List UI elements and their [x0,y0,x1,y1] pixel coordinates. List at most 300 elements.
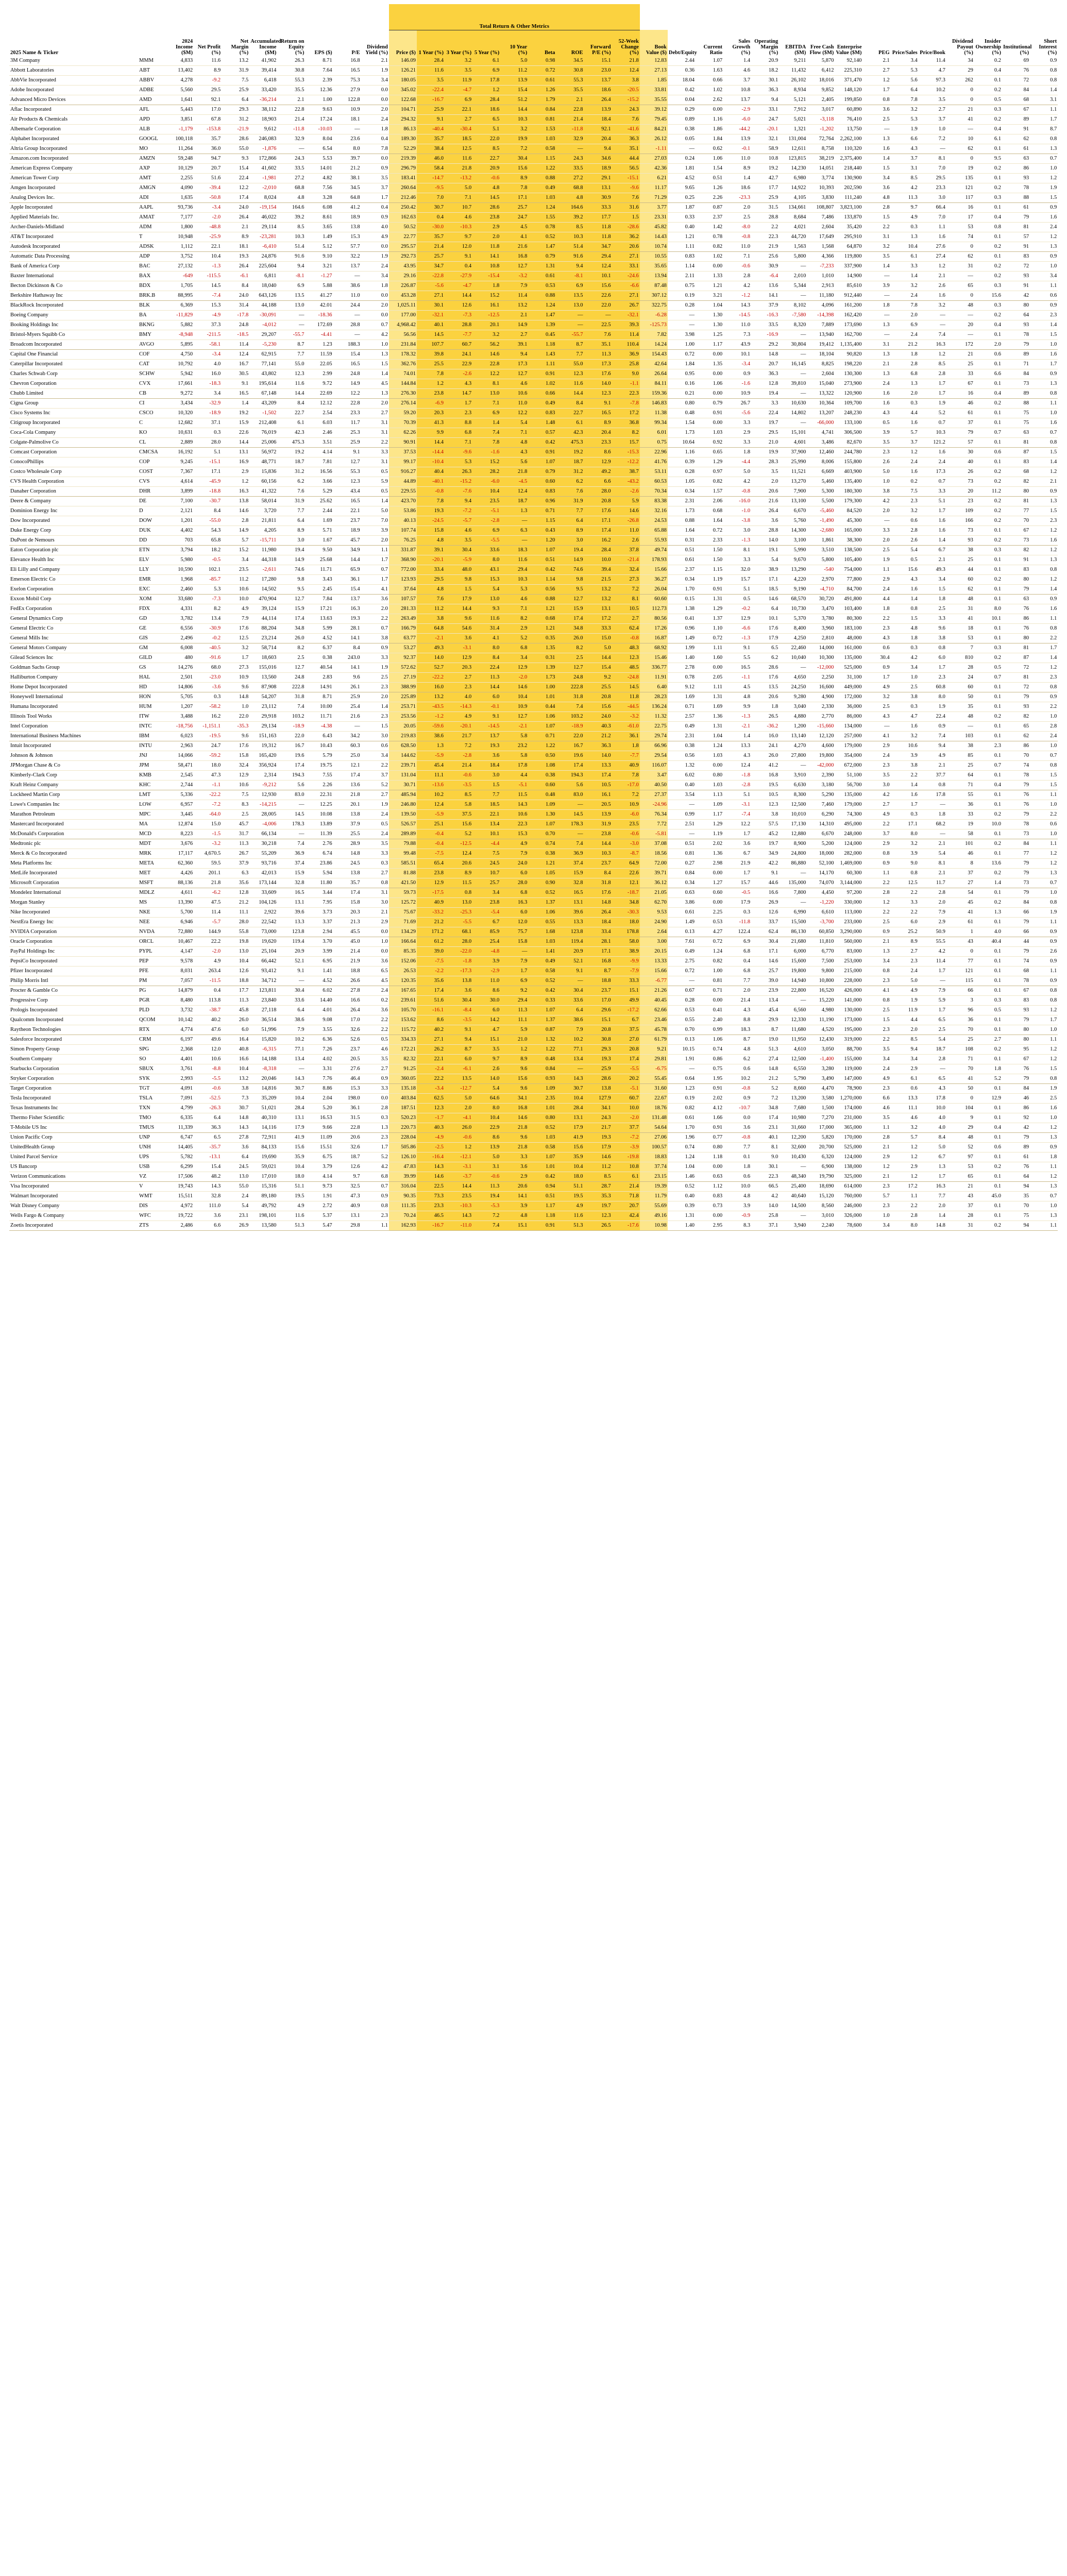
value-cell: 30.4 [500,154,528,163]
value-cell: 2.4 [361,829,389,839]
value-cell: 35.6 [222,878,249,888]
value-cell: 60,850 [807,927,835,937]
column-header[interactable]: 3 Year (%) [445,30,472,56]
value-cell: -0.8 [723,1083,751,1093]
value-cell: 0.1 [974,437,1002,447]
value-cell: 29.5 [919,173,946,183]
value-cell: -2.5 [417,1142,445,1152]
value-cell: 12.7 [500,711,528,721]
value-cell: 0.8 [445,888,472,897]
value-cell: 3.1 [361,418,389,428]
value-cell: 42.4 [612,1211,640,1221]
value-cell: 1.64 [668,526,696,535]
value-cell: 55.0 [222,144,249,154]
value-cell: 16.5 [556,888,584,897]
value-cell: 41.9 [556,1132,584,1142]
value-cell: 0.0 [361,1093,389,1103]
value-cell: -11.8 [556,124,584,134]
value-cell: 810 [946,653,974,663]
value-cell: 3.1 [472,1162,500,1172]
value-cell: 62.5 [417,1093,445,1103]
value-cell: 15,040 [807,379,835,388]
value-cell: 123.8 [277,927,305,937]
value-cell: 10.4 [500,692,528,702]
value-cell: 16.5 [277,888,305,897]
value-cell: -45.9 [194,477,222,486]
value-cell: 3.6 [500,1162,528,1172]
value-cell: 20.4 [584,134,612,144]
value-cell: -12.2 [612,457,640,467]
value-cell: 4.0 [361,222,389,232]
value-cell: 8,560 [807,1201,835,1211]
value-cell: 10,467 [166,937,194,946]
value-cell: 1.4 [222,398,249,408]
value-cell: 4.3 [891,574,919,584]
value-cell: 53 [946,222,974,232]
value-cell: 0.7 [1030,878,1058,888]
value-cell: 22.2 [194,937,222,946]
value-cell: 6.0 [891,917,919,927]
value-cell: 1.5 [1030,506,1058,516]
value-cell: 1,469,000 [835,858,862,868]
value-cell: 0.00 [696,1211,723,1221]
value-cell: 14,116 [249,1123,277,1132]
column-header[interactable]: Net Profit (%) [197,44,221,56]
value-cell: 0.6 [723,1172,751,1181]
value-cell: 80 [1002,1035,1030,1044]
value-cell: 63 [1002,154,1030,163]
value-cell: 365,000 [835,1123,862,1132]
value-cell: 9.6 [500,1132,528,1142]
value-cell: 0.62 [696,144,723,154]
value-cell: 54 [946,888,974,897]
value-cell: 1.47 [528,310,556,320]
value-cell: -7,233 [807,261,835,271]
company-name-cell: Applied Materials Inc. [9,212,138,222]
column-header[interactable]: P/E [351,49,360,56]
value-cell: 123.93 [389,574,417,584]
value-cell: 61 [1002,1152,1030,1162]
value-cell: 2.5 [891,682,919,692]
value-cell: 25.9 [333,437,361,447]
column-header[interactable]: Short Interest (%) [1039,38,1057,56]
column-header[interactable]: Dividend Payout (%) [952,38,973,56]
column-header[interactable]: Forward P/E (%) [584,30,612,56]
value-cell: 2.9 [863,574,891,584]
column-header-name[interactable]: 2025 Name & Ticker [10,49,59,56]
value-cell: 30,720 [807,594,835,604]
value-cell: 10.4 [556,1162,584,1172]
column-header[interactable]: Price ($) [389,30,417,56]
value-cell: 1.01 [528,1103,556,1113]
value-cell: 9,612 [249,124,277,134]
value-cell: 2.51 [668,819,696,829]
value-cell: 3.43 [305,574,333,584]
column-header[interactable]: EBITDA ($M) [785,44,806,56]
value-cell: 3.0 [361,731,389,741]
column-header[interactable]: Dividend Yield (%) [365,44,388,56]
column-header[interactable]: Sales Growth (%) [732,38,751,56]
value-cell: 11.71 [305,565,333,574]
value-cell: 0.5 [723,594,751,604]
value-cell: 14,900 [835,271,862,281]
value-cell: 130,300 [835,369,862,379]
value-cell: 50.9 [919,927,946,937]
value-cell: -0.8 [612,633,640,643]
value-cell: 6.1 [891,1074,919,1083]
value-cell: 19,312 [249,741,277,751]
value-cell: 7 [946,643,974,653]
column-header[interactable]: EPS ($) [314,49,332,56]
column-header[interactable]: Operating Margin (%) [754,38,778,56]
column-header[interactable]: Return on Equity (%) [280,38,304,56]
value-cell: 2.5 [863,1005,891,1015]
value-cell: 3.9 [863,281,891,291]
value-cell: 1.5 [919,584,946,594]
value-cell: 13.0 [277,300,305,310]
value-cell: 7,900 [779,486,807,496]
value-cell: 276.14 [389,398,417,408]
value-cell: 0.3 [891,702,919,711]
column-header[interactable]: Insider Ownership (%) [975,38,1001,56]
value-cell: 5,560 [166,85,194,95]
value-cell: 3.3 [723,555,751,565]
value-cell: 0.63 [696,1172,723,1181]
value-cell: 6.4 [222,95,249,105]
value-cell: 2.9 [222,467,249,477]
column-header[interactable]: 5 Year (%) [472,30,500,56]
value-cell: -55.7 [277,330,305,340]
value-cell: -66,000 [807,418,835,428]
value-cell: 0.75 [696,1064,723,1074]
column-header[interactable]: Book Value ($) [640,30,668,56]
value-cell: 31,100 [835,672,862,682]
value-cell: -0.6 [472,1172,500,1181]
value-cell: 6.8 [723,946,751,956]
value-cell: 26.4 [584,95,612,105]
value-cell: 0.05 [668,134,696,144]
value-cell: 8,934 [779,85,807,95]
column-header-ticker[interactable] [138,30,166,56]
value-cell: 18.1 [333,114,361,124]
value-cell: 1.31 [696,594,723,604]
column-header[interactable]: Accumulated Income ($M) [250,38,281,56]
value-cell: 5.0 [891,976,919,986]
value-cell: 0.9 [1030,369,1058,379]
value-cell: 1.5 [612,212,640,222]
value-cell: 51.3 [556,1221,584,1230]
value-cell: 4.4 [863,594,891,604]
value-cell: 0.49 [668,721,696,731]
company-name-cell: Stryker Corporation [9,1074,138,1083]
value-cell: 8.6 [472,986,500,995]
value-cell: 2.0 [863,535,891,545]
value-cell: 1.39 [528,663,556,672]
ticker-cell: SO [138,1054,166,1064]
column-header[interactable]: Price/Sales [892,49,918,56]
value-cell: 16.0 [417,682,445,692]
value-cell: 7.0 [919,212,946,222]
column-header[interactable]: Institutional (%) [1003,44,1032,56]
column-header[interactable]: 2024 Income ($M) [175,38,193,56]
value-cell: 59.73 [389,888,417,897]
value-cell: 25.0 [333,751,361,760]
value-cell: 3,774 [807,173,835,183]
value-cell: 0.1 [974,692,1002,702]
value-cell: 3.65 [305,222,333,232]
value-cell: 1.4 [919,535,946,545]
value-cell: 2.0 [361,604,389,614]
value-cell: 1.00 [696,966,723,976]
company-name-cell: Raytheon Technologies [9,1025,138,1035]
value-cell: 159.36 [640,388,668,398]
value-cell: -5.6 [417,281,445,291]
value-cell: 12,880 [779,829,807,839]
company-name-cell: Comcast Corporation [9,447,138,457]
value-cell: 15.1 [472,1035,500,1044]
value-cell: 14,170 [807,868,835,878]
value-cell: 11.6 [277,379,305,388]
value-cell: 5.3 [891,65,919,75]
value-cell: 28.7 [584,1181,612,1191]
value-cell: 17,130 [779,819,807,829]
table-row [9,565,1058,574]
value-cell: 10,730 [779,604,807,614]
value-cell: 0.1 [974,526,1002,535]
value-cell: 14.91 [305,682,333,692]
company-name-cell: Goldman Sachs Group [9,663,138,672]
value-cell: 19,743 [166,1181,194,1191]
value-cell: 6.7 [612,1015,640,1025]
value-cell: 12.8 [751,379,779,388]
value-cell: 15.7 [723,878,751,888]
value-cell: 127.9 [584,1093,612,1103]
column-header[interactable]: PEG [878,49,890,56]
value-cell: 6.75 [305,1152,333,1162]
value-cell: 56.5 [612,163,640,173]
value-cell: 10.9 [612,800,640,809]
company-name-cell: Eli Lilly and Company [9,565,138,574]
value-cell: -16.9 [751,330,779,340]
value-cell: 40.2 [417,1025,445,1035]
value-cell: 83 [1002,565,1030,574]
value-cell: 51.3 [751,1044,779,1054]
value-cell: 12.9 [584,457,612,467]
column-header[interactable]: Enterprise Value ($M) [836,44,862,56]
value-cell: 6,946 [166,917,194,927]
value-cell: 6,023 [166,731,194,741]
value-cell: 4.9 [500,839,528,849]
value-cell: 14,879 [166,986,194,995]
value-cell: 3.7 [723,75,751,85]
value-cell: 25.9 [417,105,445,114]
value-cell: -5.5 [612,1064,640,1074]
value-cell: 51.6 [417,995,445,1005]
value-cell: 0.9 [1030,927,1058,937]
value-cell: 34.5 [556,56,584,66]
value-cell: 0.48 [528,1054,556,1064]
value-cell: 5.4 [751,555,779,565]
value-cell: — [556,800,584,809]
column-header[interactable]: 52-Week Change (%) [612,30,640,56]
value-cell: 20 [946,486,974,496]
value-cell: 1.07 [528,545,556,555]
value-cell: 17.9 [723,897,751,907]
value-cell: 93 [1002,1005,1030,1015]
value-cell: 17.6 [584,369,612,379]
value-cell: 3.2 [891,1123,919,1132]
value-cell: 9.12 [668,682,696,692]
value-cell: 1.08 [528,760,556,770]
value-cell: 7.64 [305,65,333,75]
value-cell: 88 [1002,193,1030,202]
value-cell: 360.05 [389,1074,417,1083]
value-cell: 135,000 [779,878,807,888]
value-cell: 120.35 [389,976,417,986]
value-cell: 7.4 [556,702,584,711]
value-cell: 11.4 [222,340,249,349]
value-cell: 198.0 [333,1093,361,1103]
value-cell: 24.0 [222,202,249,212]
value-cell: 71.29 [640,193,668,202]
column-header[interactable]: ROE [556,30,584,56]
value-cell: 79 [1002,1132,1030,1142]
column-header[interactable]: 10 Year (%) [500,30,528,56]
column-header[interactable]: Current Ratio [703,44,723,56]
value-cell: 1.0 [1030,888,1058,897]
company-name-cell: Merck & Co Incorporated [9,849,138,858]
column-header[interactable]: Price/Book [920,49,945,56]
value-cell: 4.2 [863,496,891,506]
value-cell: 79 [1002,809,1030,819]
value-cell: 6.5 [751,643,779,653]
ticker-cell: BA [138,310,166,320]
value-cell: 55.3 [277,75,305,85]
value-cell: 47.3 [333,1191,361,1201]
value-cell: -7.4 [194,291,222,300]
value-cell: 0.7 [361,320,389,330]
value-cell: 144.62 [389,751,417,760]
value-cell: 15.6 [556,1142,584,1152]
ticker-cell: SCHW [138,369,166,379]
column-header[interactable]: Net Margin (%) [231,38,249,56]
value-cell: 70.34 [640,486,668,496]
value-cell: 0.84 [528,105,556,114]
value-cell: 14.9 [556,555,584,565]
value-cell: 4.8 [472,183,500,193]
value-cell: 25,990 [779,457,807,467]
value-cell: 15.7 [723,574,751,584]
value-cell: 22.67 [640,1093,668,1103]
value-cell: 6.9 [891,320,919,330]
value-cell: 1.0 [1030,163,1058,173]
value-cell: 20.2 [612,1074,640,1083]
value-cell: 30.8 [556,65,584,75]
company-name-cell: DuPont de Nemours [9,535,138,545]
value-cell: 2.72 [305,1201,333,1211]
company-name-cell: Cigna Group [9,398,138,408]
value-cell: 21.2 [222,897,249,907]
value-cell: 91 [1002,242,1030,251]
value-cell: 19,790 [807,1172,835,1181]
value-cell: 326,000 [835,1211,862,1221]
ticker-cell: INTU [138,741,166,751]
ticker-cell: BMY [138,330,166,340]
value-cell: 4,450 [807,888,835,897]
value-cell: 2.1 [919,868,946,878]
column-header[interactable]: 1 Year (%) [417,30,445,56]
value-cell: 526.57 [389,819,417,829]
value-cell: 138,000 [835,1162,862,1172]
value-cell: 56.2 [472,340,500,349]
value-cell: 1.13 [696,790,723,800]
table-row [9,183,1058,193]
value-cell: 1.43 [528,349,556,359]
value-cell: -0.5 [723,888,751,897]
value-cell: -2,611 [249,565,277,574]
value-cell: 13.5 [751,682,779,692]
value-cell: 79 [946,428,974,437]
column-header[interactable]: Debt/Equity [668,49,697,56]
value-cell: 2,970 [807,574,835,584]
value-cell: 319,000 [835,1035,862,1044]
value-cell: 4,401 [166,1054,194,1064]
value-cell: 560,000 [835,937,862,946]
value-cell: 294.32 [389,114,417,124]
value-cell: 1.7 [500,966,528,976]
company-name-cell: Analog Devices Inc. [9,193,138,202]
ticker-cell: HUM [138,702,166,711]
value-cell: 17,649 [807,232,835,242]
value-cell: 135,000 [835,653,862,663]
company-name-cell: 3M Company [9,56,138,66]
column-header[interactable]: Beta [528,30,556,56]
value-cell: 71.69 [389,917,417,927]
value-cell: 17.4 [277,760,305,770]
value-cell: 15,511 [166,1191,194,1201]
value-cell: 239.71 [389,760,417,770]
column-header[interactable]: Free Cash Flow ($M) [809,44,834,56]
value-cell: -5.9 [445,555,472,565]
value-cell: 27.2 [277,173,305,183]
value-cell: 25 [946,760,974,770]
value-cell: 9.7 [445,232,472,242]
value-cell: 32.8 [556,878,584,888]
value-cell: 42.7 [751,173,779,183]
ticker-cell: AMGN [138,183,166,193]
value-cell: 19,722 [166,1211,194,1221]
value-cell: 27.9 [333,85,361,95]
value-cell: 0.0 [723,1113,751,1123]
value-cell: 31.7 [222,829,249,839]
value-cell: 8.4 [584,868,612,878]
value-cell: 4.27 [696,927,723,937]
value-cell: 2.99 [305,369,333,379]
value-cell: — [668,1064,696,1074]
table-row [9,946,1058,956]
value-cell: -15.4 [472,271,500,281]
ticker-cell: TSLA [138,1093,166,1103]
value-cell: 67 [1002,1054,1030,1064]
value-cell: 22.1 [445,105,472,114]
value-cell: 0.8 [863,966,891,976]
value-cell: 17.4 [584,770,612,780]
value-cell: 0.49 [668,946,696,956]
value-cell: 14.0 [751,1201,779,1211]
value-cell: 19.4 [277,545,305,555]
value-cell: 4.3 [723,751,751,760]
value-cell: 135 [946,173,974,183]
